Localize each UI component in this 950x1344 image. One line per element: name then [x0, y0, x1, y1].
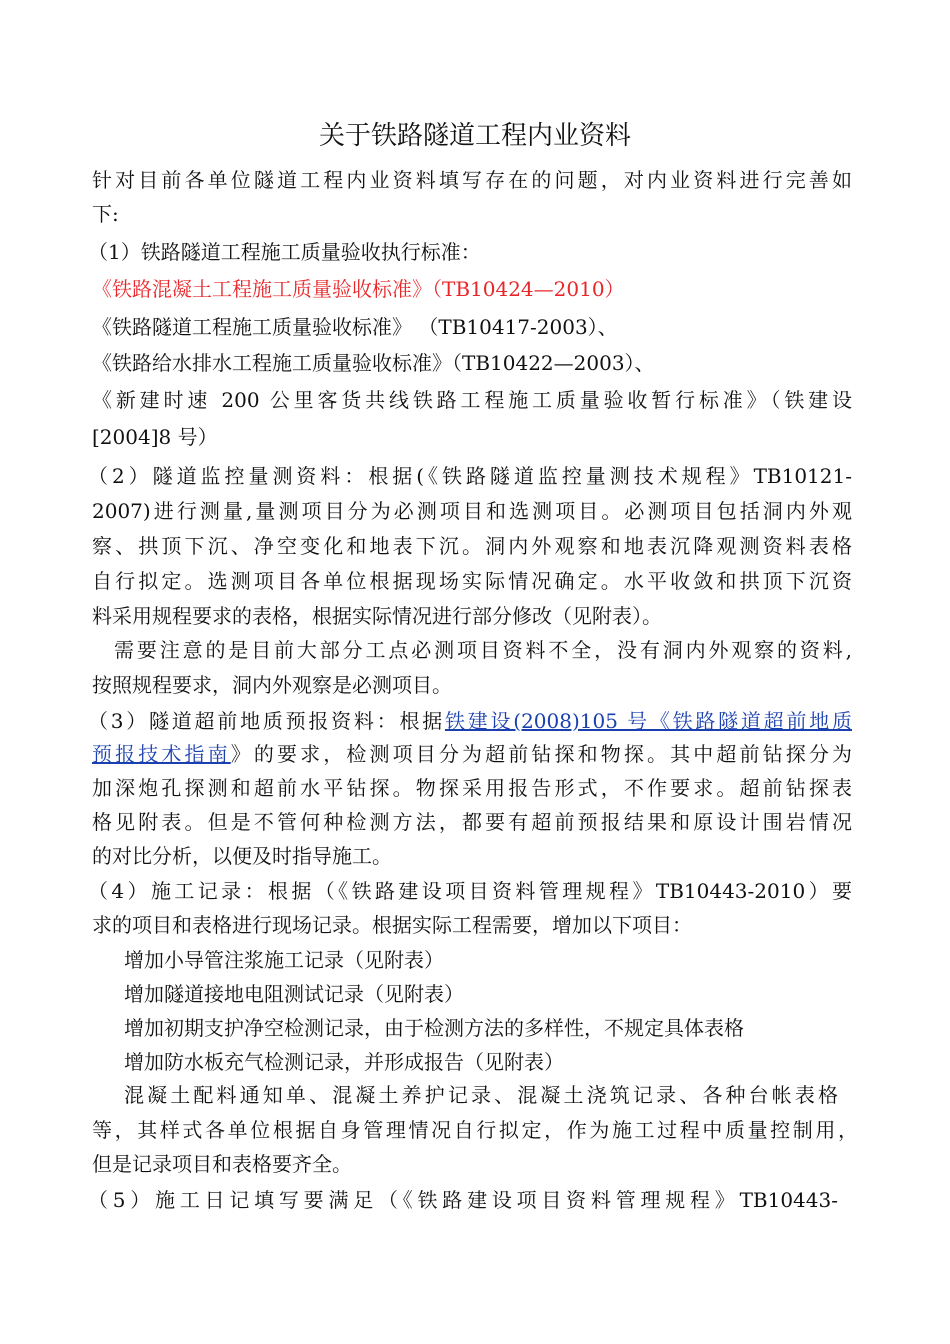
- section-4-line-1: （4）施工记录：根据（《铁路建设项目资料管理规程》TB10443-2010）要: [88, 879, 852, 903]
- intro-line-2: 下:: [92, 202, 119, 226]
- section-1-heading: （1）铁路隧道工程施工质量验收执行标准：: [88, 240, 481, 264]
- standard-water-supply: 《铁路给水排水工程施工质量验收标准》（TB10422—2003）、: [92, 351, 655, 375]
- guideline-link-continued[interactable]: 预报技术指南: [92, 742, 231, 766]
- section-3-text: 》的要求，检测项目分为超前钻探和物探。其中超前钻探分为: [230, 742, 852, 766]
- section-2-line-1: （2）隧道监控量测资料：根据(《铁路隧道监控量测技术规程》TB10121-: [88, 464, 852, 488]
- standard-200km-line-1: 《新建时速 200 公里客货共线铁路工程施工质量验收暂行标准》（铁建设: [92, 388, 852, 412]
- section-4-line-2: 求的项目和表格进行现场记录。根据实际工程需要，增加以下项目：: [92, 913, 692, 937]
- section-2-line-5: 料采用规程要求的表格，根据实际情况进行部分修改（见附表）。: [92, 604, 662, 628]
- guideline-link[interactable]: 铁建设(2008)105 号《铁路隧道超前地质: [444, 709, 852, 733]
- section-4-tail-line-3: 但是记录项目和表格要齐全。: [92, 1152, 352, 1176]
- section-4-tail-line-2: 等，其样式各单位根据自身管理情况自行拟定，作为施工过程中质量控制用，: [92, 1118, 858, 1142]
- standard-tunnel: 《铁路隧道工程施工质量验收标准》 （TB10417-2003）、: [92, 315, 618, 339]
- intro-line-1: 针对目前各单位隧道工程内业资料填写存在的问题，对内业资料进行完善如: [92, 168, 852, 192]
- section-3-line-5: 的对比分析，以便及时指导施工。: [92, 844, 392, 868]
- standard-concrete-red: 《铁路混凝土工程施工质量验收标准》（TB10424—2010）: [92, 277, 625, 301]
- section-3-line-4: 格见附表。但是不管何种检测方法，都要有超前预报结果和原设计围岩情况: [92, 810, 852, 834]
- section-4-item-3: 增加初期支护净空检测记录，由于检测方法的多样性，不规定具体表格: [124, 1016, 744, 1040]
- section-4-tail-line-1: 混凝土配料通知单、混凝土养护记录、混凝土浇筑记录、各种台帐表格: [124, 1083, 838, 1107]
- standard-200km-line-2: [2004]8 号）: [92, 425, 218, 449]
- section-4-item-2: 增加隧道接地电阻测试记录（见附表）: [124, 982, 464, 1006]
- section-5-line-1: （5）施工日记填写要满足（《铁路建设项目资料管理规程》TB10443-: [88, 1188, 838, 1212]
- section-3-line-2: [92, 737, 852, 771]
- section-3-line-1: [88, 704, 852, 738]
- document-title: 关于铁路隧道工程内业资料: [318, 121, 631, 151]
- section-2-note-line-2: 按照规程要求，洞内外观察是必测项目。: [92, 673, 452, 697]
- section-3-intro: （3）隧道超前地质预报资料：根据: [88, 709, 445, 733]
- section-4-item-4: 增加防水板充气检测记录，并形成报告（见附表）: [124, 1050, 564, 1074]
- section-3-line-3: 加深炮孔探测和超前水平钻探。物探采用报告形式，不作要求。超前钻探表: [92, 776, 852, 800]
- section-2-note-line-1: 需要注意的是目前大部分工点必测项目资料不全，没有洞内外观察的资料,: [114, 638, 852, 662]
- section-2-line-2: 2007)进行测量,量测项目分为必测项目和选测项目。必测项目包括洞内外观: [92, 499, 852, 523]
- section-2-line-4: 自行拟定。选测项目各单位根据现场实际情况确定。水平收敛和拱顶下沉资: [92, 569, 852, 593]
- section-4-item-1: 增加小导管注浆施工记录（见附表）: [124, 948, 444, 972]
- section-2-line-3: 察、拱顶下沉、净空变化和地表下沉。洞内外观察和地表沉降观测资料表格: [92, 534, 852, 558]
